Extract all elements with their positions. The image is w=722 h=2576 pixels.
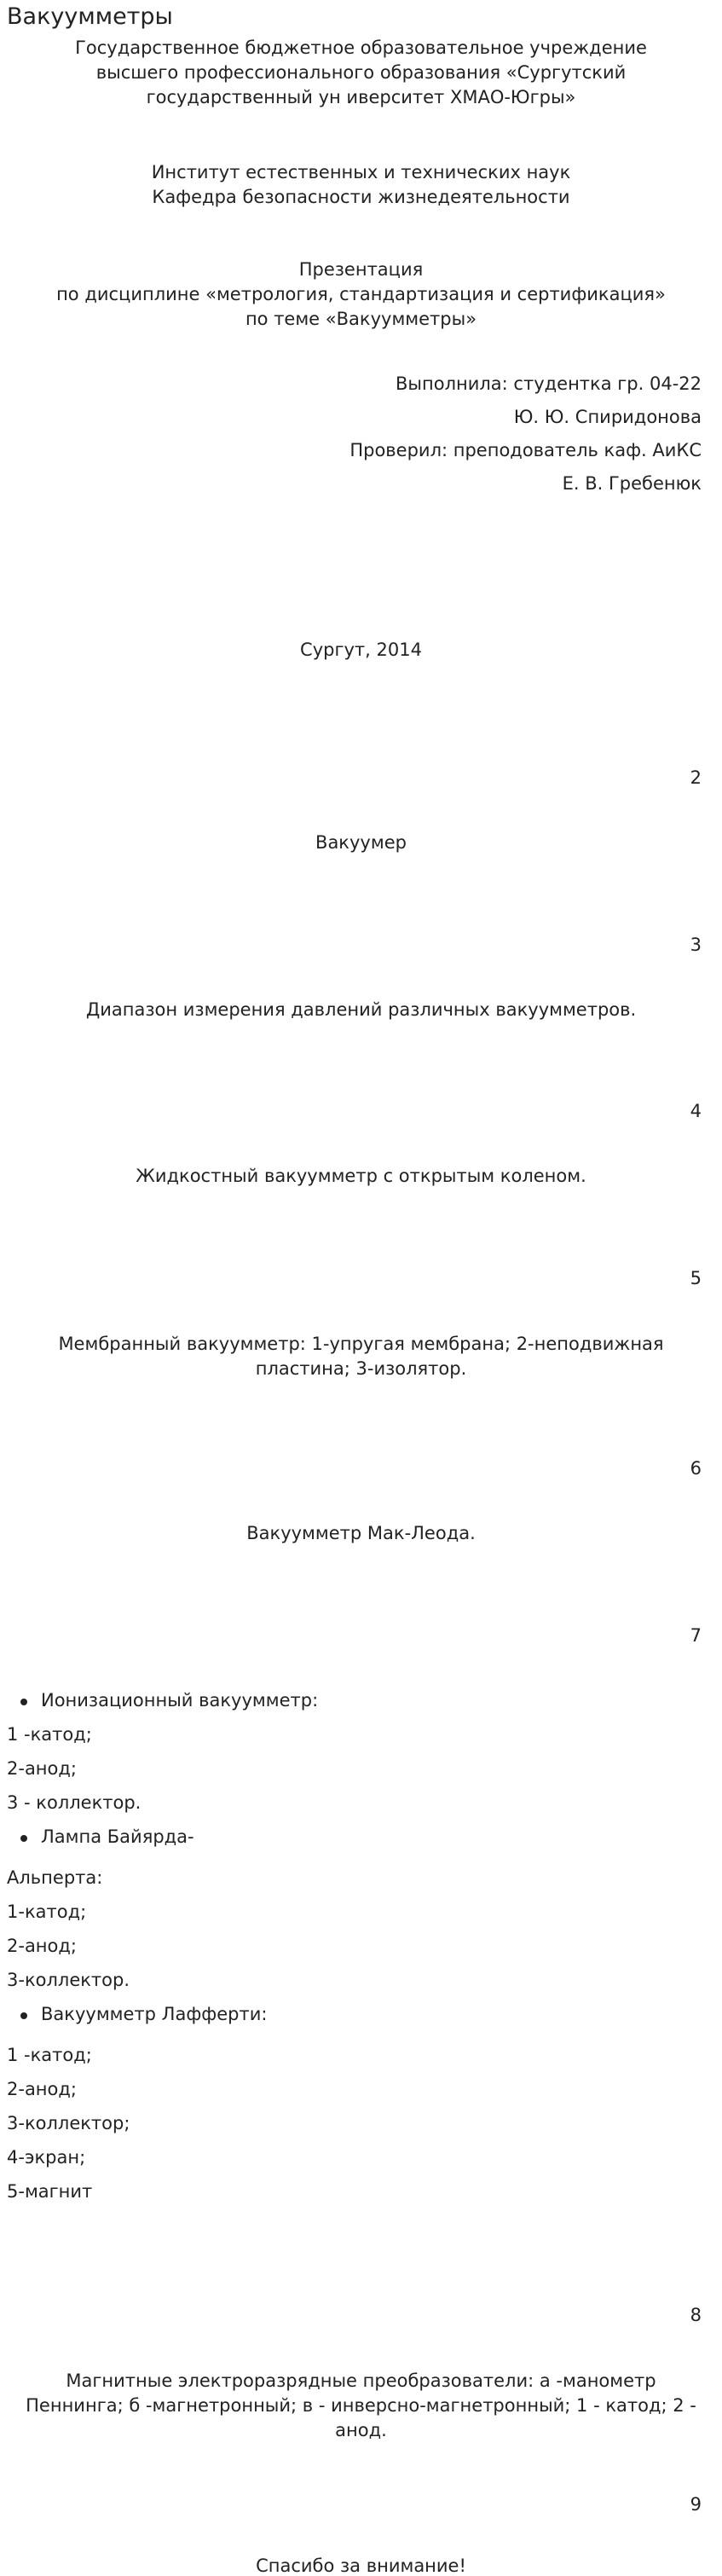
bullet-text: Вакуумметр Лафферти: — [41, 2004, 268, 2024]
slide-number: 6 — [690, 1458, 702, 1479]
list-item — [24, 1690, 318, 1711]
slide-number: 5 — [690, 1268, 702, 1288]
slide-caption: Магнитные электроразрядные преобразователи: а -манометр Пеннинга; б -магнетронный; в - инверсно-магнетронный; 1 - катод; 2 - анод. — [26, 2370, 696, 2440]
slide-number: 8 — [690, 2305, 702, 2325]
list-item: 1 -катод; — [7, 1724, 92, 1745]
list-item: 3-коллектор; — [7, 2113, 130, 2133]
list-item: 2-анод; — [7, 1758, 77, 1779]
list-item: 2-анод; — [7, 1936, 77, 1956]
slide-caption: Вакуумметр Мак-Леода. — [246, 1523, 476, 1543]
list-item: 3 - коллектор. — [7, 1792, 142, 1813]
checker-name: Е. В. Гребенюк — [562, 473, 702, 494]
bullet-text: Ионизационный вакуумметр: — [41, 1690, 319, 1711]
list-item: Альперта: — [7, 1867, 103, 1888]
slide-caption: Диапазон измерения давлений различных вакуумметров. — [85, 999, 637, 1020]
list-item: 2-анод; — [7, 2079, 77, 2099]
slide-caption: Вакуумер — [315, 832, 407, 853]
list-item: 4-экран; — [7, 2147, 86, 2168]
slide-number: 7 — [690, 1625, 702, 1646]
slide-caption: Жидкостный вакуумметр с открытым коленом. — [136, 1166, 586, 1186]
list-item: 1-катод; — [7, 1902, 87, 1922]
list-item — [24, 1826, 194, 1847]
department-name: Кафедра безопасности жизнедеятельности — [152, 187, 570, 207]
slide-caption: Мембранный вакуумметр: 1-упругая мембрана; 2-неподвижная пластина; 3-изолятор. — [58, 1334, 664, 1379]
slide-number: 4 — [690, 1101, 702, 1121]
list-item — [24, 2004, 267, 2024]
slide-caption: Спасибо за внимание! — [256, 2556, 466, 2576]
list-item: 3-коллектор. — [7, 1970, 130, 1990]
performed-by: Выполнила: студентка гр. 04-22 — [396, 373, 702, 394]
institute-name: Институт естественных и технических наук — [151, 162, 571, 182]
list-item: 5-магнит — [7, 2181, 93, 2202]
bullet-text: Лампа Байярда- — [41, 1826, 194, 1847]
list-item: 1 -катод; — [7, 2045, 92, 2065]
slide-number: 2 — [690, 767, 702, 788]
performer-name: Ю. Ю. Спиридонова — [513, 407, 702, 427]
page-title: Вакуумметры — [7, 3, 173, 30]
topic: по теме «Вакуумметры» — [245, 309, 477, 329]
discipline: по дисциплине «метрология, стандартизация и сертификация» — [56, 284, 666, 304]
slide-number: 3 — [690, 935, 702, 955]
document-type: Презентация — [298, 259, 424, 280]
checked-by: Проверил: преподователь каф. АиКС — [349, 440, 702, 460]
slide-number: 9 — [690, 2494, 702, 2515]
city-year: Сургут, 2014 — [300, 640, 422, 660]
institution-name: Государственное бюджетное образовательное учреждение высшего профессионального образования «Сургутский государственный ун иверситет ХМАО-Югры» — [75, 38, 647, 107]
